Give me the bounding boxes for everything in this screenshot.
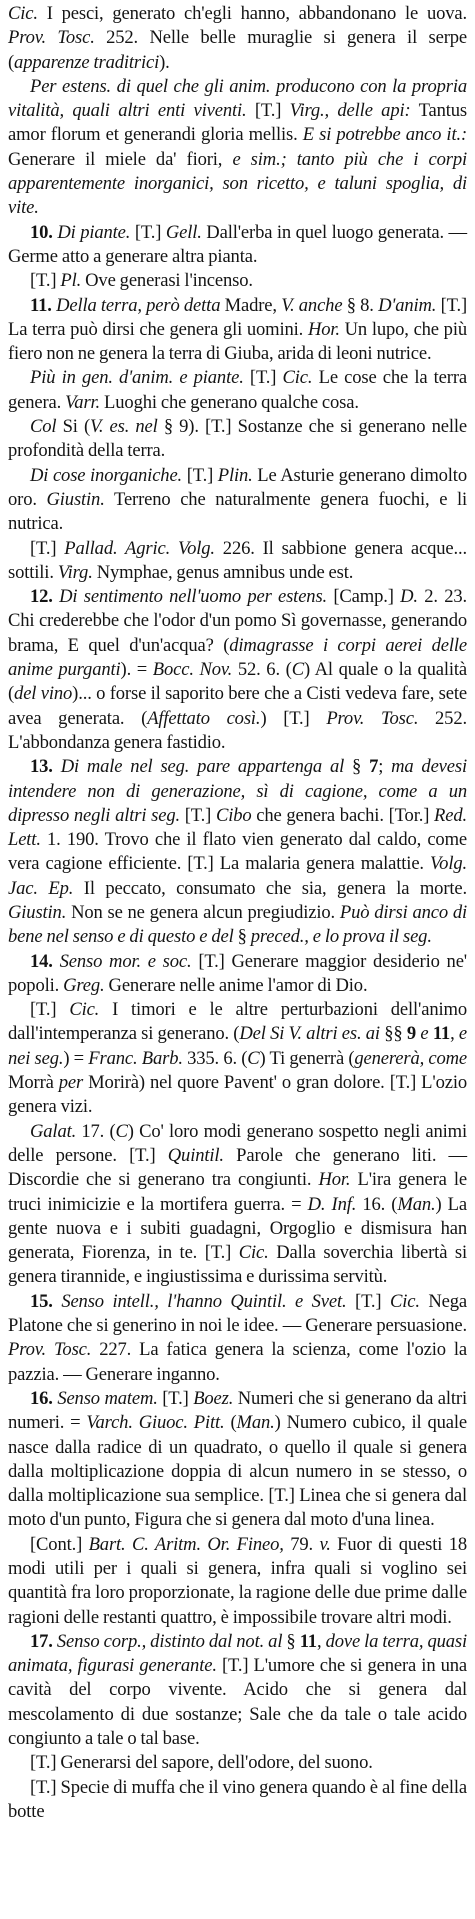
entry-paragraph-13: [T.] Cic. I timori e le altre perturbazioni dell'animo dall'intemperanza si generano. (Del Si V. altri es. ai §§ 9 e 11, e nei seg.) = Franc. Barb. 335. 6. (C) Ti generrà (genererà, come Morrà per Morirà) nel quore Pavent' o gran dolore. [T.] L'ozio genera vizi. <box>8 999 468 1118</box>
entry-paragraph-20: [T.] Specie di muffa che il vino genera quando è al fine della botte <box>8 1776 467 1822</box>
entry-paragraph-6: Più in gen. d'anim. e piante. [T.] Cic. Le cose che la terra genera. Varr. Luoghi che generano qualche cosa. <box>8 367 467 413</box>
sense-11-earth: 11. Della terra, però detta Madre, V. anche § 8. D'anim. [T.] La terra può dirsi che genera gli uomini. Hor. Un lupo, che più fiero non ne genera la terra di Giuba, arida di leoni nutrice. <box>8 294 467 365</box>
sense-17-bodily: 17. Senso corp., distinto dal not. al § 11, dove la terra, quasi animata, figurasi generante. [T.] L'umore che si genera in una cavità del corpo vivente. Acido che si genera dal mescolamento di due sostanze; Sale che da tale o tale acido congiunto a tale o tal base. <box>8 1630 467 1750</box>
sense-14-moral: 14. Senso mor. e soc. [T.] Generare maggior desiderio ne' popoli. Greg. Generare nelle anime l'amor di Dio. <box>8 950 467 996</box>
sense-13-evil: 13. Di male nel seg. pare appartenga al § 7; ma devesi intendere non di generazione, sì di cagione, come a un dipresso negli altri seg. [T.] Cibo che genera bachi. [Tor.] Red. Lett. 1. 190. Trovo che il flato vien generato dal caldo, come vera cagione efficiente. [T.] La malaria genera malattie. Volg. Jac. Ep. Il peccato, consumato che sia, genera la morte. Giustin. Non se ne genera alcun pregiudizio. Può dirsi anco di bene nel senso e di questo e del § preced., e lo prova il seg. <box>8 756 468 948</box>
entry-paragraph-1: Cic. I pesci, generato ch'egli hanno, abbandonano le uova. Prov. Tosc. 252. Nelle belle muraglie si genera il serpe (apparenze traditrici). <box>8 3 467 73</box>
entry-paragraph-17: [Cont.] Bart. C. Aritm. Or. Fineo, 79. v. Fuor di questi 18 modi utili per i quali si genera, infra quali si voglino sei quantità fra loro proporzionate, la ragione delle due prime dalle ragioni delle restanti quattro, è impossibile trovare altri modi. <box>8 1533 467 1628</box>
sense-16-mathematical: 16. Senso matem. [T.] Boez. Numeri che si generano da altri numeri. = Varch. Giuoc. Pitt. (Man.) Numero cubico, il quale nasce dalla radice di un quadrato, o quello il quale si genera dalla moltiplicazione doppia di alcun numero in se stesso, o dalla moltiplicazione sua semplice. [T.] Linea che si genera dal moto d'un punto, Figura che si genera dal moto d'una linea. <box>8 1387 467 1531</box>
entry-paragraph-9: [T.] Pallad. Agric. Volg. 226. Il sabbione genera acque... sottili. Virg. Nymphae, genus amnibus unde est. <box>8 537 467 583</box>
entry-paragraph-2: Per estens. di quel che gli anim. producono con la propria vitalità, quali altri enti viventi. [T.] Virg., delle api: Tantus amor florum et generandi gloria mellis. E si potrebbe anco it.: Generare il miele da' fiori, e sim.; tanto più che i corpi apparentemente inorganici, son ricetto, e taluni spoglia, di vite. <box>8 75 467 219</box>
entry-paragraph-19: [T.] Generarsi del sapore, dell'odore, del suono. <box>30 1752 373 1774</box>
entry-paragraph-7: Col Si (V. es. nel § 9). [T.] Sostanze che si generano nelle profondità della terra. <box>8 416 467 462</box>
entry-paragraph-8: Di cose inorganiche. [T.] Plin. Le Asturie generano dimolto oro. Giustin. Terreno che naturalmente genera fuochi, e li nutrica. <box>8 464 467 535</box>
entry-paragraph-14: Galat. 17. (C) Co' loro modi generano sospetto negli animi delle persone. [T.] Quintil. Parole che generano liti. — Discordie che si generano tra congiunti. Hor. L'ira genera le truci inimicizie e la mortifera guerra. = D. Inf. 16. (Man.) La gente nuova e i subiti guadagni, Orgoglio e dismisura han generata, Fiorenza, in te. [T.] Cic. Dalla soverchia libertà si genera tirannide, e ingiustissima e durissima servitù. <box>8 1120 468 1288</box>
sense-10-plants: 10. Di piante. [T.] Gell. Dall'erba in quel luogo generata. — Germe atto a generare altra pianta. <box>8 221 467 267</box>
entry-paragraph-4: [T.] Pl. Ove generasi l'incenso. <box>30 270 253 292</box>
sense-12-feeling: 12. Di sentimento nell'uomo per estens. [Camp.] D. 2. 23. Chi crederebbe che l'odor d'un pomo Sì governasse, generando brama, E quel d'un'acqua? (dimagrasse i corpi aerei delle anime purganti). = Bocc. Nov. 52. 6. (C) Al quale o la qualità (del vino)... o forse il saporito bere che a Cisti vedeva fare, sete avea generata. (Affettato così.) [T.] Prov. Tosc. 252. L'abbondanza genera fastidio. <box>8 586 468 753</box>
sense-15-intellectual: 15. Senso intell., l'hanno Quintil. e Svet. [T.] Cic. Nega Platone che si generino in noi le idee. — Generare persuasione. Prov. Tosc. 227. La fatica genera la scienza, come l'ozio la pazzia. — Generare inganno. <box>8 1290 467 1385</box>
